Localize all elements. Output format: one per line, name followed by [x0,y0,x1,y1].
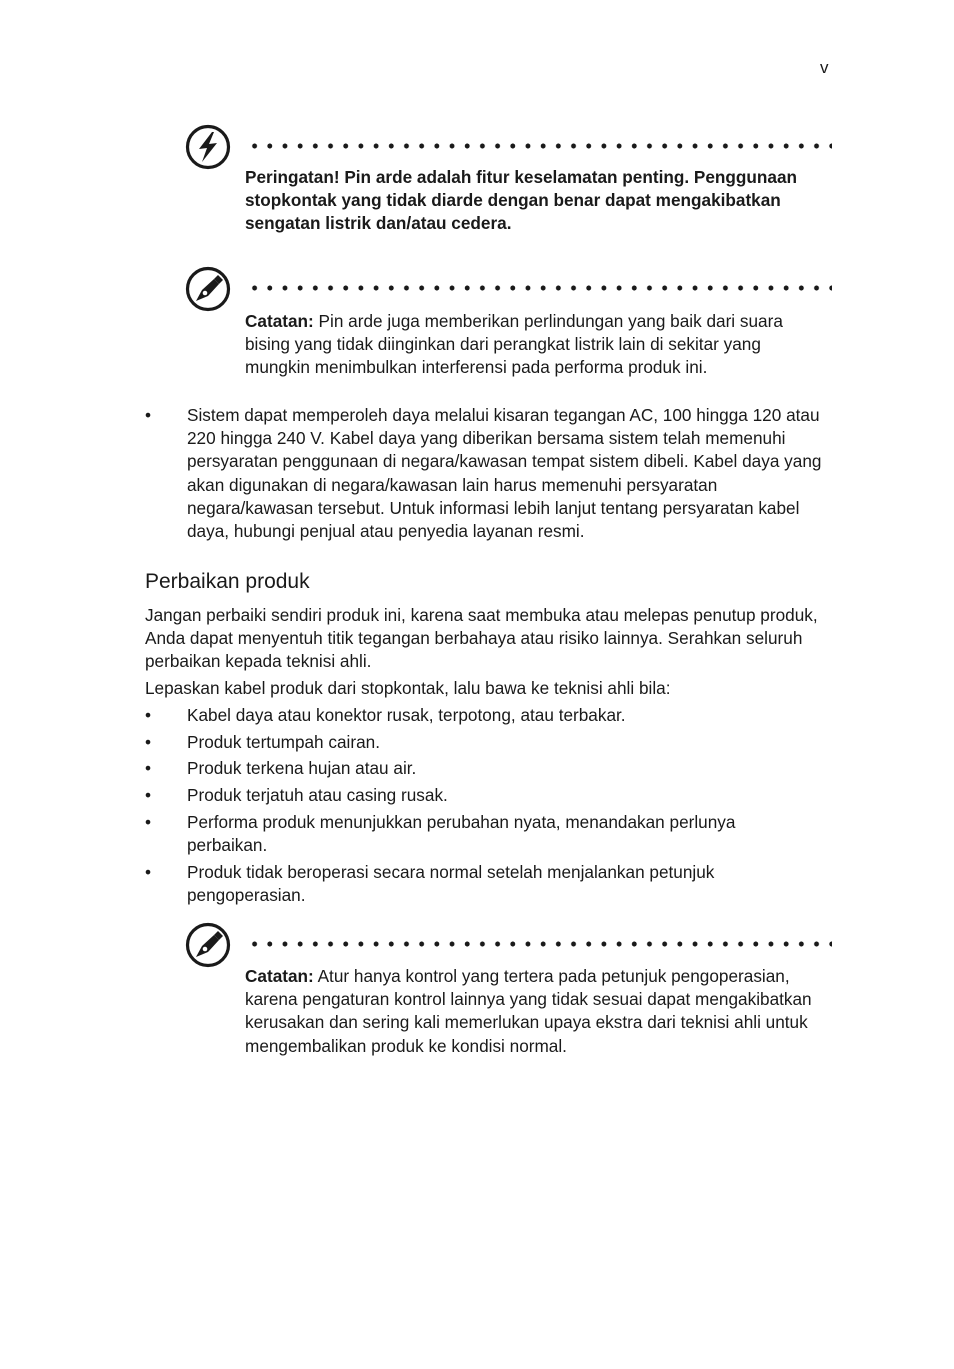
section-heading: Perbaikan produk [145,570,310,593]
list-item: • Produk terkena hujan atau air. [145,757,835,780]
lightning-warning-icon [185,124,231,170]
page-number: v [820,58,829,77]
repair-conditions-list [145,704,835,907]
warning-text: Peringatan! Pin arde adalah fitur keselamatan penting. Penggunaan stopkontak yang tidak diarde dengan benar dapat mengakibatkan sengatan listrik dan/atau cedera. [245,167,798,234]
note-label: Catatan: [245,311,314,331]
list-item: • Kabel daya atau konektor rusak, terpotong, atau terbakar. [145,704,835,727]
dotted-separator [247,285,832,291]
list-item: • Performa produk menunjukkan perubahan nyata, menandakan perlunya perbaikan. [145,811,835,857]
list-item: • Produk terjatuh atau casing rusak. [145,784,835,807]
dotted-separator [247,143,832,149]
power-bullet-list [145,404,835,543]
dotted-separator [247,941,832,947]
pen-note-icon [185,266,231,312]
list-item: • Produk tertumpah cairan. [145,731,835,754]
note-body: Atur hanya kontrol yang tertera pada petunjuk pengoperasian, karena pengaturan kontrol lainnya yang tidak sesuai dapat mengakibatkan kerusakan dan sering kali memerlukan upaya ekstra dari teknisi ahli untuk mengembalikan produk ke kondisi normal. [245,966,812,1056]
note-text [245,310,820,380]
note-label: Catatan: [245,966,314,986]
list-item: • Produk tidak beroperasi secara normal setelah menjalankan petunjuk pengoperasian. [145,861,835,907]
note-body: Pin arde juga memberikan perlindungan yang baik dari suara bising yang tidak diinginkan dari perangkat listrik lain di sekitar yang mungkin menimbulkan interferensi pada performa produk ini. [245,311,783,378]
note-text [245,965,820,1058]
section-intro: Jangan perbaiki sendiri produk ini, karena saat membuka atau melepas penutup produk, Anda dapat menyentuh titik tegangan berbahaya atau risiko lainnya. Serahkan seluruh perbaikan kepada teknisi ahli. [145,605,818,672]
pen-note-icon [185,922,231,968]
list-item: • Sistem dapat memperoleh daya melalui kisaran tegangan AC, 100 hingga 120 atau 220 hingga 240 V. Kabel daya yang diberikan bersama sistem telah memenuhi persyaratan penggunaan di negara/kawasan tempat sistem dibeli. Kabel daya yang akan digunakan di negara/kawasan lain harus memenuhi persyaratan negara/kawasan tersebut. Untuk informasi lebih lanjut tentang persyaratan kabel daya, hubungi penjual atau penyedia layanan resmi. [145,404,835,543]
section-lead: Lepaskan kabel produk dari stopkontak, lalu bawa ke teknisi ahli bila: [145,678,671,698]
